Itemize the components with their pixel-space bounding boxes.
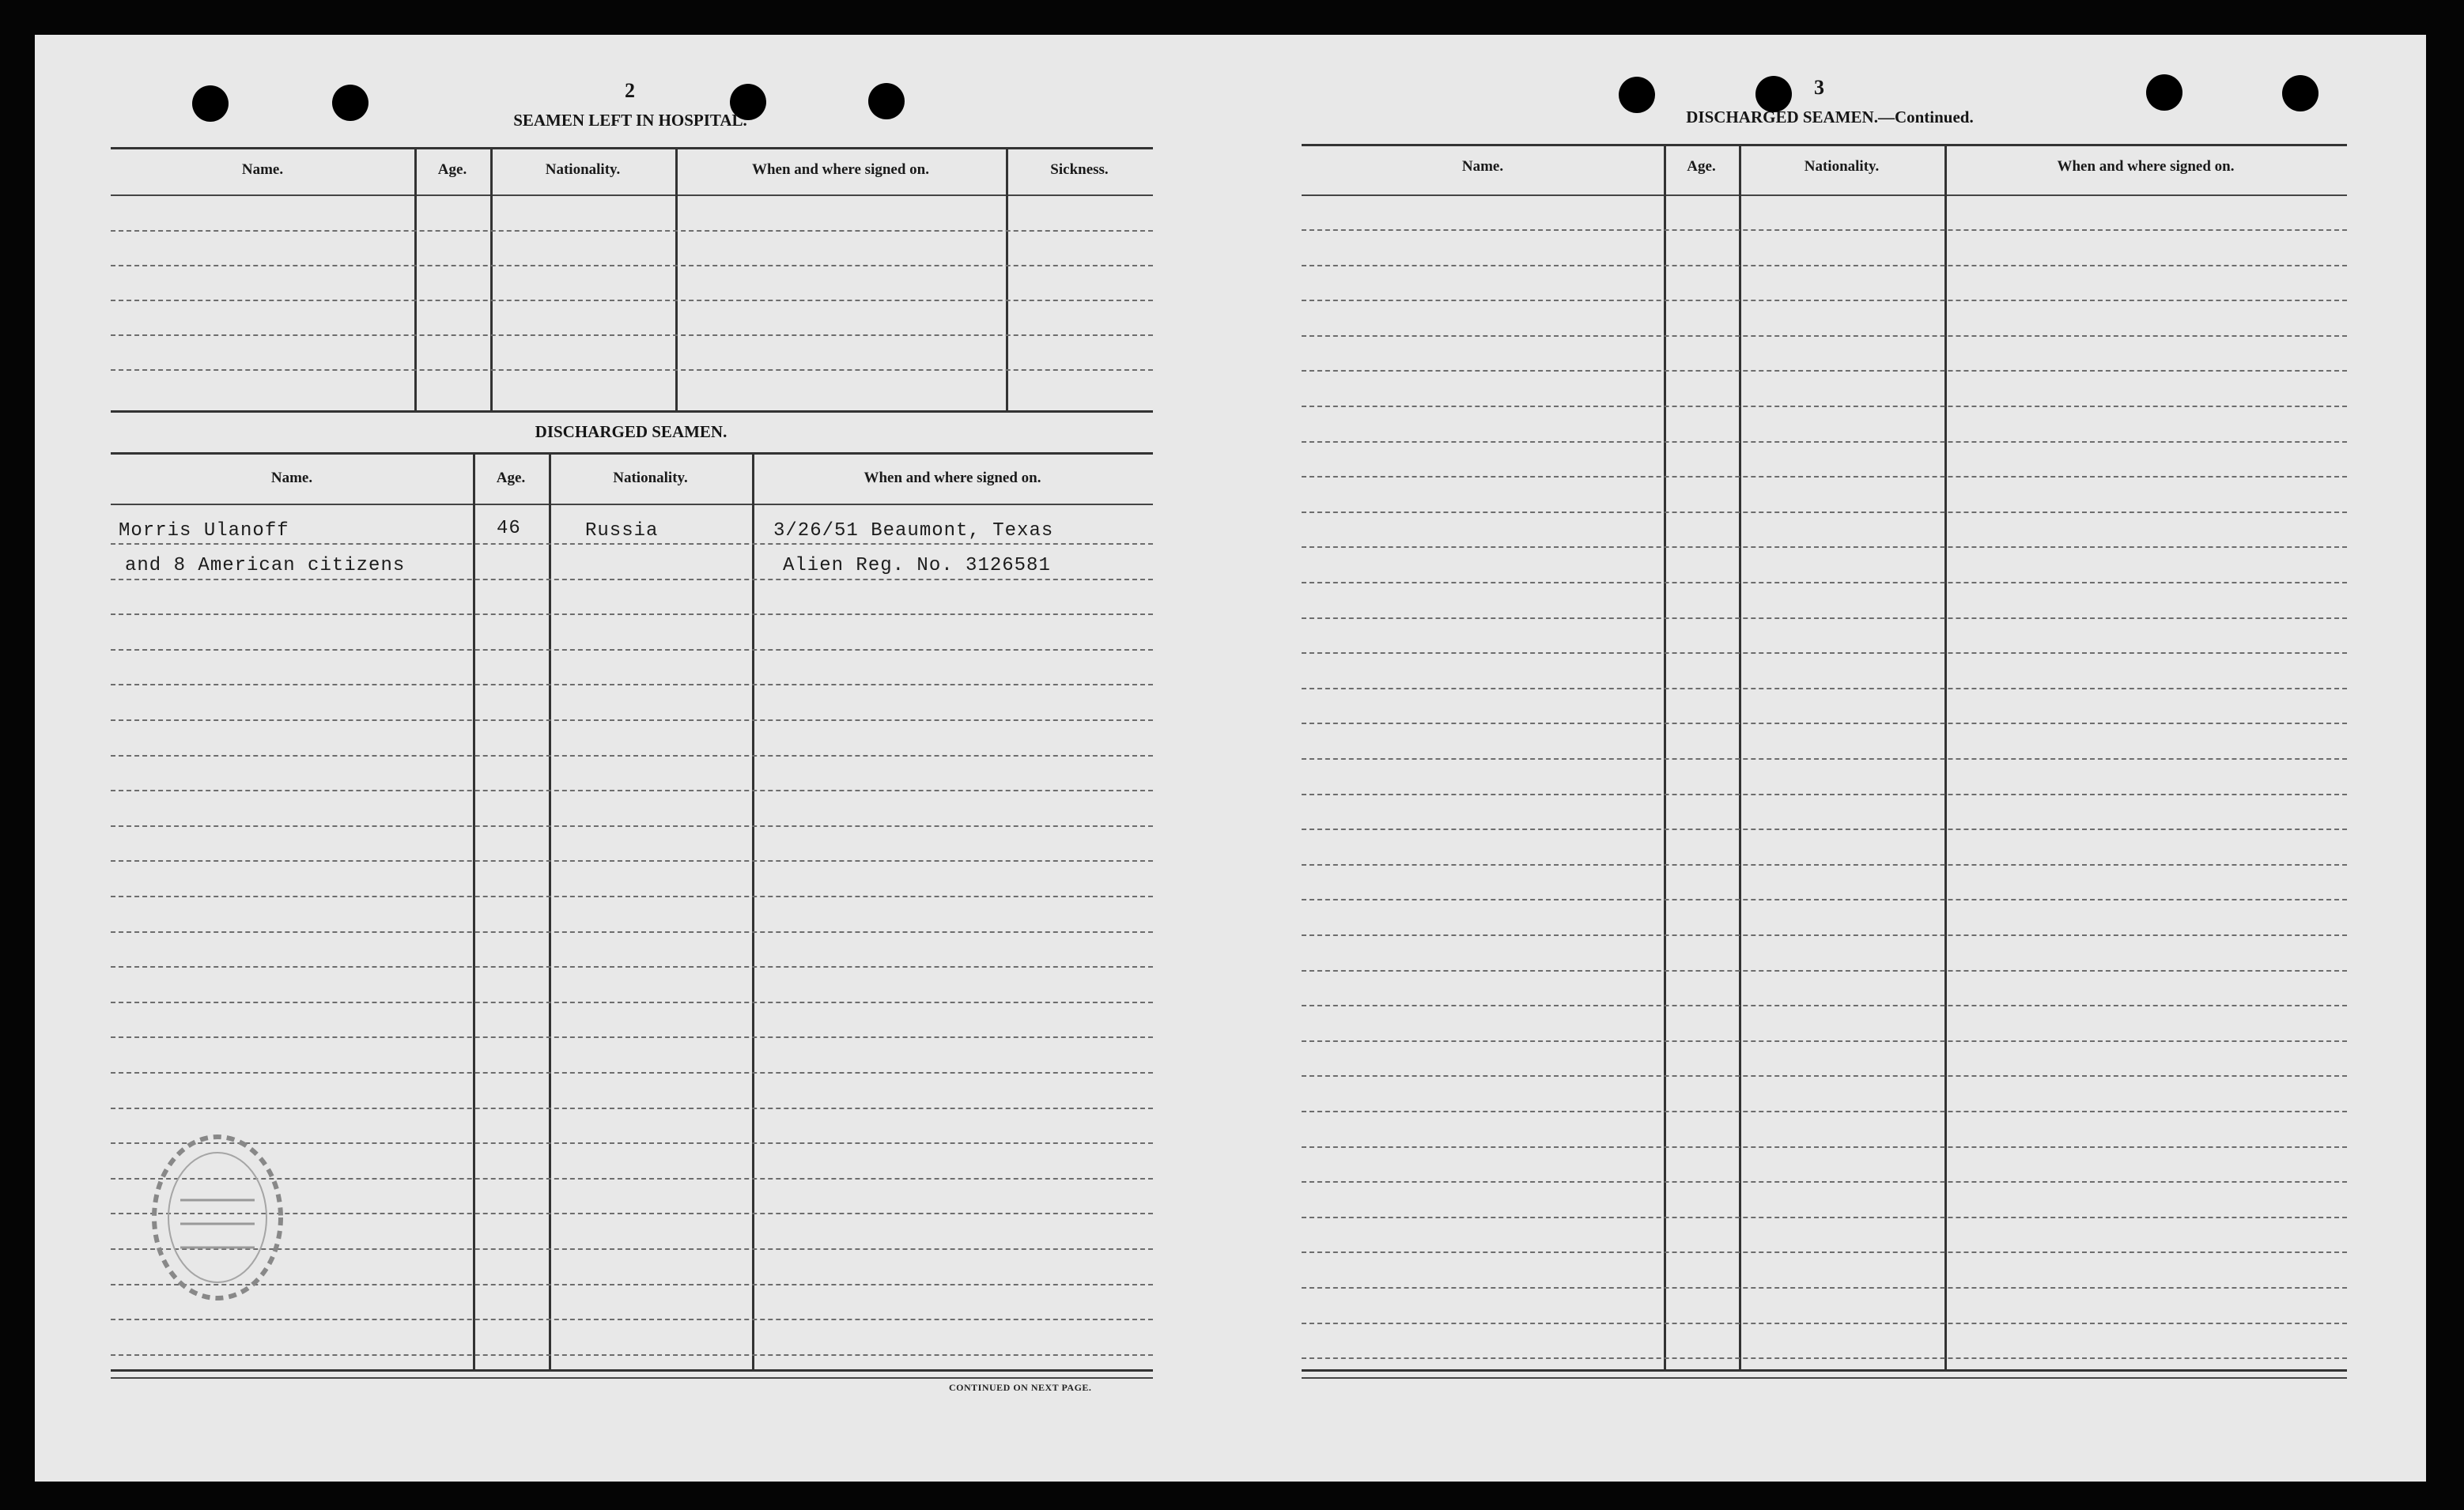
entry-line xyxy=(111,896,1153,897)
seaman-age: 46 xyxy=(497,518,521,539)
seaman-signed-on: Alien Reg. No. 3126581 xyxy=(783,555,1051,576)
column-divider xyxy=(752,452,754,1369)
entry-line xyxy=(1302,1217,2347,1218)
entry-line xyxy=(111,719,1153,721)
entry-line xyxy=(1302,617,2347,619)
entry-line xyxy=(1302,1075,2347,1077)
column-divider xyxy=(414,147,417,410)
entry-line xyxy=(1302,546,2347,548)
hospital-section-title: SEAMEN LEFT IN HOSPITAL. xyxy=(513,111,747,130)
column-divider xyxy=(1006,147,1008,410)
entry-line xyxy=(111,265,1153,266)
entry-line xyxy=(111,931,1153,933)
table-rule xyxy=(111,1369,1153,1372)
seaman-signed-on: 3/26/51 Beaumont, Texas xyxy=(773,520,1054,542)
column-divider xyxy=(549,452,551,1369)
entry-line xyxy=(111,825,1153,827)
table-rule xyxy=(1302,1377,2347,1379)
table-rule xyxy=(111,1377,1153,1379)
table-rule xyxy=(111,410,1153,413)
entry-line xyxy=(1302,1040,2347,1042)
column-header-sickness: Sickness. xyxy=(1050,161,1109,178)
discharged-section-title: DISCHARGED SEAMEN. xyxy=(535,422,727,441)
table-rule xyxy=(111,194,1153,196)
column-header-age: Age. xyxy=(496,470,526,486)
column-divider xyxy=(675,147,678,410)
entry-line xyxy=(1302,476,2347,478)
entry-line xyxy=(1302,758,2347,760)
column-divider xyxy=(473,452,475,1369)
entry-line xyxy=(1302,1005,2347,1006)
seaman-nationality: Russia xyxy=(585,520,659,542)
punch-hole xyxy=(1619,77,1655,113)
entry-line xyxy=(1302,652,2347,654)
entry-line xyxy=(111,649,1153,651)
entry-line xyxy=(111,579,1153,580)
entry-line xyxy=(111,300,1153,301)
column-header-name: Name. xyxy=(241,161,284,178)
continued-note: CONTINUED ON NEXT PAGE. xyxy=(949,1382,1092,1393)
entry-line xyxy=(1302,1287,2347,1289)
entry-line xyxy=(111,613,1153,615)
entry-line xyxy=(1302,406,2347,407)
column-header-signed-on: When and where signed on. xyxy=(864,470,1041,486)
punch-hole xyxy=(332,85,368,121)
column-divider xyxy=(490,147,493,410)
entry-line xyxy=(111,860,1153,862)
column-header-name: Name. xyxy=(1461,158,1504,175)
entry-line xyxy=(1302,1323,2347,1324)
column-header-signed-on: When and where signed on. xyxy=(2057,158,2235,175)
column-divider xyxy=(1944,144,1947,1369)
column-header-signed-on: When and where signed on. xyxy=(751,161,929,178)
page-number-left: 2 xyxy=(625,79,635,102)
entry-line xyxy=(1302,688,2347,689)
table-rule xyxy=(111,147,1153,149)
entry-line xyxy=(1302,441,2347,443)
punch-hole xyxy=(192,85,229,122)
column-header-nationality: Nationality. xyxy=(545,161,621,178)
entry-line xyxy=(1302,512,2347,513)
entry-line xyxy=(111,1072,1153,1074)
entry-line xyxy=(1302,229,2347,231)
entry-line xyxy=(111,334,1153,336)
entry-line xyxy=(1302,864,2347,866)
seaman-name: Morris Ulanoff xyxy=(119,520,289,542)
entry-line xyxy=(111,543,1153,545)
entry-line xyxy=(111,790,1153,791)
entry-line xyxy=(1302,794,2347,795)
column-divider xyxy=(1739,144,1741,1369)
entry-line xyxy=(1302,265,2347,266)
entry-line xyxy=(111,1036,1153,1038)
table-rule xyxy=(1302,144,2347,146)
entry-line xyxy=(111,755,1153,757)
entry-line xyxy=(1302,934,2347,936)
punch-hole xyxy=(2146,74,2182,111)
entry-line xyxy=(1302,829,2347,830)
entry-line xyxy=(1302,970,2347,972)
entry-line xyxy=(1302,1181,2347,1183)
entry-line xyxy=(111,1002,1153,1003)
column-header-age: Age. xyxy=(437,161,467,178)
table-rule xyxy=(111,504,1153,505)
entry-line xyxy=(111,684,1153,685)
column-header-name: Name. xyxy=(270,470,313,486)
entry-line xyxy=(111,1108,1153,1109)
entry-line xyxy=(111,1354,1153,1356)
punch-hole xyxy=(868,83,905,119)
entry-line xyxy=(111,230,1153,232)
column-header-nationality: Nationality. xyxy=(1804,158,1880,175)
page-number-right: 3 xyxy=(1814,76,1824,99)
entry-line xyxy=(111,369,1153,371)
entry-line xyxy=(1302,335,2347,337)
official-stamp xyxy=(142,1123,293,1312)
column-header-age: Age. xyxy=(1687,158,1716,175)
entry-line xyxy=(1302,1357,2347,1359)
entry-line xyxy=(1302,1251,2347,1253)
entry-line xyxy=(111,1319,1153,1320)
discharged-continued-title: DISCHARGED SEAMEN.—Continued. xyxy=(1686,108,1974,126)
entry-line xyxy=(1302,899,2347,900)
entry-line xyxy=(1302,1146,2347,1148)
punch-hole xyxy=(2282,75,2319,111)
entry-line xyxy=(111,966,1153,968)
entry-line xyxy=(1302,723,2347,724)
entry-line xyxy=(1302,1111,2347,1112)
column-header-nationality: Nationality. xyxy=(613,470,688,486)
column-divider xyxy=(1664,144,1666,1369)
entry-line xyxy=(1302,370,2347,372)
table-rule xyxy=(111,452,1153,455)
seaman-name: and 8 American citizens xyxy=(125,555,406,576)
table-rule xyxy=(1302,194,2347,196)
entry-line xyxy=(1302,582,2347,583)
entry-line xyxy=(1302,300,2347,301)
table-rule xyxy=(1302,1369,2347,1372)
